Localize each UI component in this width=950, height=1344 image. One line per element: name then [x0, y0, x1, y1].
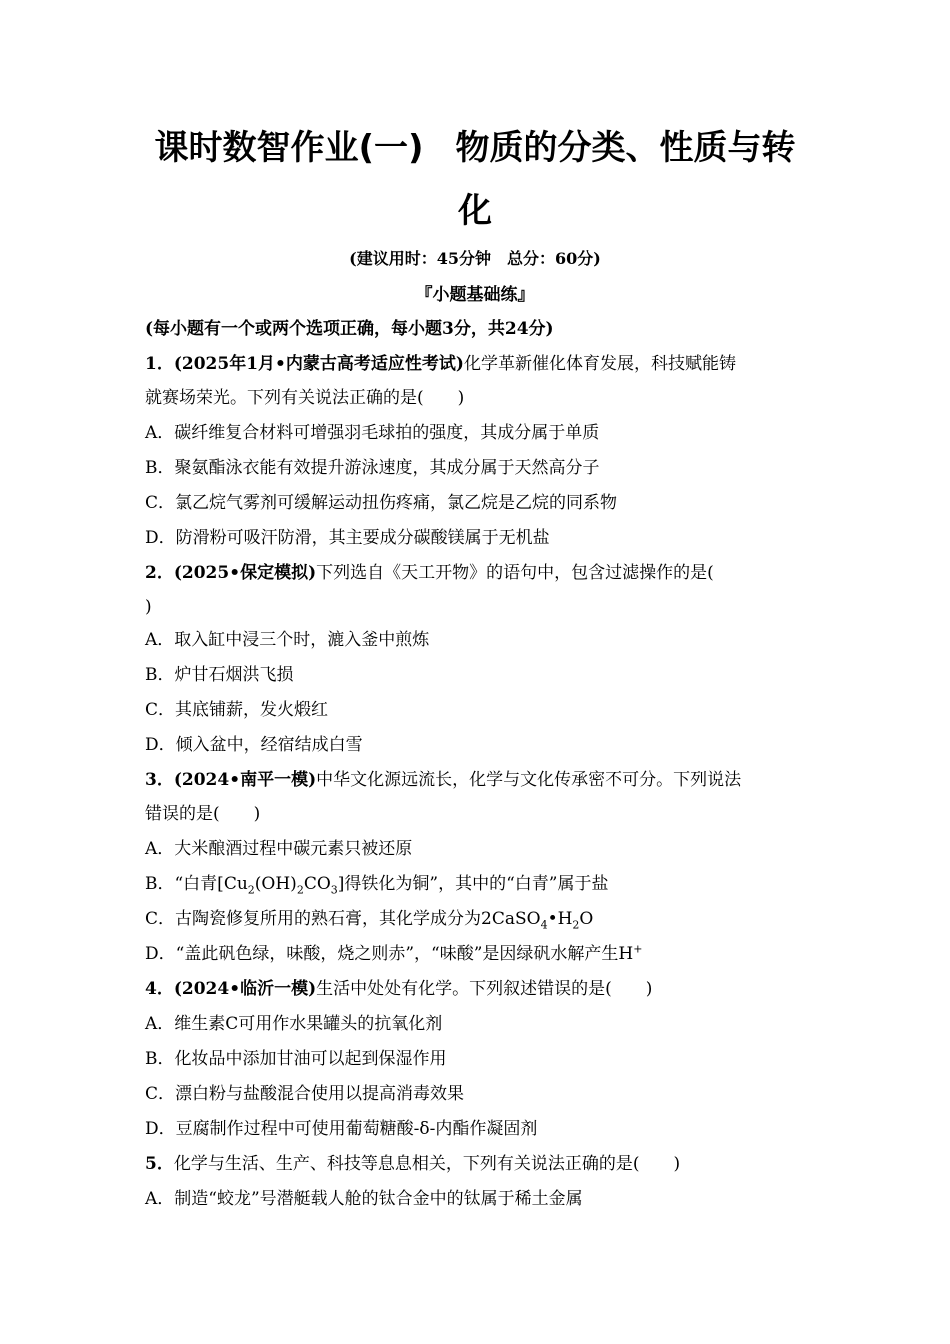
q1-option-c: C．氯乙烷气雾剂可缓解运动扭伤疼痛，氯乙烷是乙烷的同系物: [145, 493, 618, 513]
question-number: 1．: [145, 354, 174, 374]
page-title-line-2: 化: [458, 191, 492, 231]
q4-option-a: A．维生素C可用作水果罐头的抗氧化剂: [145, 1014, 443, 1034]
question-number: 2．: [145, 563, 174, 583]
question-source: (2025年1月•内蒙古高考适应性考试): [173, 354, 464, 374]
q1-option-b: B．聚氨酯泳衣能有效提升游泳速度，其成分属于天然高分子: [145, 458, 600, 478]
q2-option-c: C．其底铺薪，发火煅红: [145, 700, 329, 720]
question-number: 4．: [145, 979, 174, 999]
question-text: 中华文化源远流长，化学与文化传承密不可分。下列说法: [316, 770, 742, 790]
q2-option-a: A．取入缸中浸三个时，漉入釜中煎炼: [145, 630, 430, 650]
question-number: 5．: [145, 1154, 174, 1174]
page-title-line-1: [120, 128, 830, 168]
question-text: 下列选自《天工开物》的语句中，包含过滤操作的是(: [316, 563, 714, 583]
question-3-stem: [145, 768, 810, 792]
q2-option-d: D．倾入盆中，经宿结成白雪: [145, 735, 363, 755]
question-text: 生活中处处有化学。下列叙述错误的是( ): [316, 979, 653, 999]
q3-option-c: C．古陶瓷修复所用的熟石膏，其化学成分为$2CaSO_4•H_2O$: [145, 909, 594, 932]
question-1-stem: [145, 352, 810, 376]
question-text: 化学与生活、生产、科技等息息相关，下列有关说法正确的是( ): [173, 1154, 681, 1174]
question-4-stem: [145, 977, 810, 1001]
question-source: (2024•南平一模): [173, 770, 317, 790]
instruction: (每小题有一个或两个选项正确，每小题3分，共24分): [145, 319, 554, 339]
question-number: 3．: [145, 770, 174, 790]
q4-option-c: C．漂白粉与盐酸混合使用以提高消毒效果: [145, 1084, 465, 1104]
q1-option-a: A．碳纤维复合材料可增强羽毛球拍的强度，其成分属于单质: [145, 423, 600, 443]
section-heading: 『小题基础练』: [415, 285, 535, 305]
question-2-stem-cont: ): [145, 597, 152, 617]
question-2-stem: [145, 561, 810, 585]
q5-option-a: A．制造“蛟龙”号潜艇载人舱的钛合金中的钛属于稀土金属: [145, 1189, 583, 1209]
question-source: (2025•保定模拟): [173, 563, 317, 583]
question-source: (2024•临沂一模): [173, 979, 317, 999]
q3-option-d: D．“盖此矾色绿，味酸，烧之则赤”，“味酸”是因绿矾水解产生H+: [145, 942, 643, 964]
q1-option-d: D．防滑粉可吸汗防滑，其主要成分碳酸镁属于无机盐: [145, 528, 550, 548]
title-part-1: 课时数智作业(一): [154, 128, 424, 168]
q4-option-b: B．化妆品中添加甘油可以起到保湿作用: [145, 1049, 447, 1069]
q4-option-d: D．豆腐制作过程中可使用葡萄糖酸-δ-内酯作凝固剂: [145, 1119, 538, 1139]
question-3-stem-cont: 错误的是( ): [145, 804, 261, 824]
title-part-2: 物质的分类、性质与转: [455, 128, 796, 168]
question-1-stem-cont: 就赛场荣光。下列有关说法正确的是( ): [145, 388, 465, 408]
q3-option-b: B．“白青$[Cu_2(OH)_2CO_3]$得铁化为铜”，其中的“白青”属于盐: [145, 874, 609, 897]
question-5-stem: [145, 1152, 810, 1176]
time-and-score-note: (建议用时：45分钟 总分：60分): [349, 249, 601, 268]
q2-option-b: B．炉甘石烟洪飞损: [145, 665, 294, 685]
q3-option-a: A．大米酿酒过程中碳元素只被还原: [145, 839, 413, 859]
question-text: 化学革新催化体育发展，科技赋能铸: [463, 354, 736, 374]
